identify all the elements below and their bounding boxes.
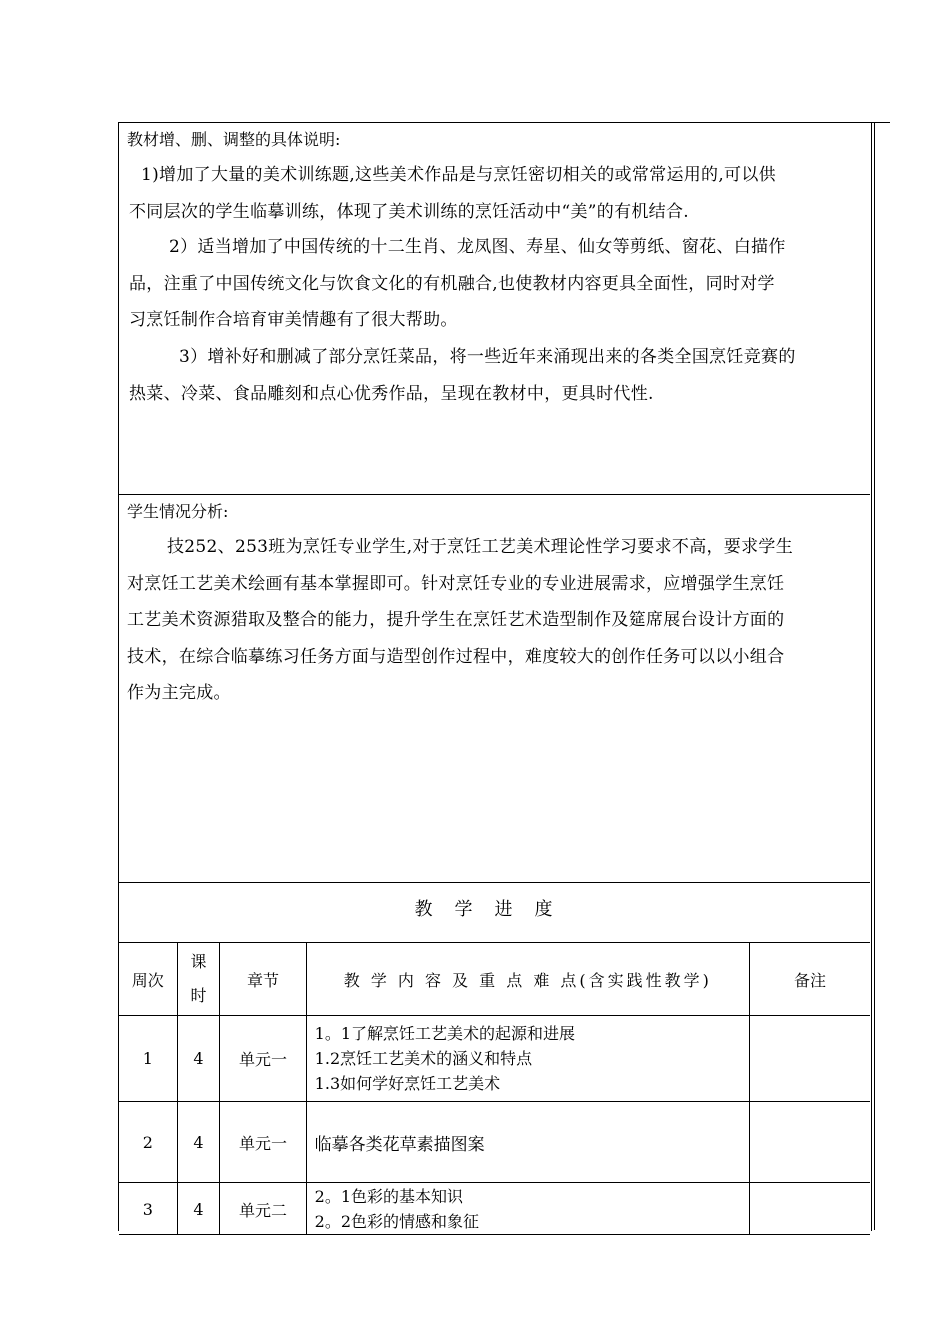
row-content bbox=[306, 1016, 749, 1102]
paragraph-line: 技术，在综合临摹练习任务方面与造型创作过程中，难度较大的创作任务可以以小组合 bbox=[127, 646, 785, 667]
content-line: 2。2色彩的情感和象征 bbox=[314, 1211, 480, 1231]
row-hours: 4 bbox=[177, 1016, 220, 1102]
content-line: 1。1了解烹饪工艺美术的起源和进展 bbox=[314, 1024, 576, 1043]
row-chapter: 单元二 bbox=[220, 1183, 306, 1235]
header-hours bbox=[177, 943, 220, 1016]
row-content bbox=[306, 1102, 749, 1183]
paragraph-line: 习烹饪制作合培育审美情趣有了很大帮助。 bbox=[129, 310, 458, 330]
header-content: 教 学 内 容 及 重 点 难 点(含实践性教学) bbox=[306, 943, 749, 1016]
paragraph-line: 热菜、冷菜、食品雕刻和点心优秀作品，呈现在教材中，更具时代性. bbox=[129, 383, 654, 404]
table-header-row bbox=[119, 943, 870, 1016]
header-chapter: 章节 bbox=[220, 943, 306, 1016]
table-row bbox=[119, 1016, 870, 1102]
paragraph-line: 技252、253班为烹饪专业学生,对于烹饪工艺美术理论性学习要求不高，要求学生 bbox=[167, 537, 793, 557]
row-note bbox=[749, 1016, 870, 1102]
table-row bbox=[119, 1183, 870, 1235]
paragraph-line: 品，注重了中国传统文化与饮食文化的有机融合,也使教材内容更具全面性，同时对学 bbox=[129, 273, 775, 294]
schedule-table bbox=[119, 943, 870, 1235]
content-line: 2。1色彩的基本知识 bbox=[314, 1186, 464, 1206]
paragraph-line: 3）增补好和删减了部分烹饪菜品，将一些近年来涌现出来的各类全国烹饪竞赛的 bbox=[179, 347, 796, 367]
header-note: 备注 bbox=[749, 943, 870, 1016]
schedule-title: 教学进度 bbox=[414, 899, 575, 920]
row-hours: 4 bbox=[177, 1102, 220, 1183]
textbook-notes-paragraph-2 bbox=[129, 229, 869, 339]
schedule-title-row bbox=[119, 883, 870, 943]
textbook-notes-paragraph-1 bbox=[129, 157, 869, 230]
table-row bbox=[119, 1102, 870, 1183]
paragraph-line: 1)增加了大量的美术训练题,这些美术作品是与烹饪密切相关的或常常运用的,可以供 bbox=[141, 165, 776, 185]
row-chapter: 单元一 bbox=[220, 1016, 306, 1102]
row-note bbox=[749, 1102, 870, 1183]
student-analysis-paragraph bbox=[127, 529, 869, 712]
paragraph-line: 工艺美术资源猎取及整合的能力，提升学生在烹饪艺术造型制作及筵席展台设计方面的 bbox=[127, 610, 785, 630]
student-analysis-section bbox=[119, 495, 870, 883]
paragraph-line: 2）适当增加了中国传统的十二生肖、龙凤图、寿星、仙女等剪纸、窗花、白描作 bbox=[169, 237, 786, 257]
textbook-notes-heading: 教材增、删、调整的具体说明: bbox=[127, 130, 341, 149]
paragraph-line: 对烹饪工艺美术绘画有基本掌握即可。针对烹饪专业的专业进展需求，应增强学生烹饪 bbox=[127, 573, 785, 594]
student-analysis-heading: 学生情况分析: bbox=[127, 502, 229, 521]
content-line: 1.3如何学好烹饪工艺美术 bbox=[314, 1074, 501, 1093]
row-week: 3 bbox=[119, 1183, 177, 1235]
paragraph-line: 作为主完成。 bbox=[127, 683, 231, 703]
paragraph-line: 不同层次的学生临摹训练，体现了美术训练的烹饪活动中“美”的有机结合. bbox=[129, 201, 689, 222]
textbook-notes-section bbox=[119, 123, 870, 495]
row-week: 2 bbox=[119, 1102, 177, 1183]
frame-corner-line bbox=[870, 122, 890, 123]
content-line: 1.2烹饪工艺美术的涵义和特点 bbox=[314, 1049, 533, 1068]
header-week: 周次 bbox=[119, 943, 177, 1016]
textbook-notes-paragraph-3 bbox=[129, 339, 869, 412]
row-week: 1 bbox=[119, 1016, 177, 1102]
row-hours: 4 bbox=[177, 1183, 220, 1235]
content-line: 临摹各类花草素描图案 bbox=[314, 1134, 485, 1155]
row-content bbox=[306, 1183, 749, 1235]
header-hours-top: 课 bbox=[190, 952, 207, 971]
header-hours-bottom: 时 bbox=[190, 986, 207, 1005]
frame-right-rule bbox=[874, 122, 875, 1230]
row-note bbox=[749, 1183, 870, 1235]
row-chapter: 单元一 bbox=[220, 1102, 306, 1183]
